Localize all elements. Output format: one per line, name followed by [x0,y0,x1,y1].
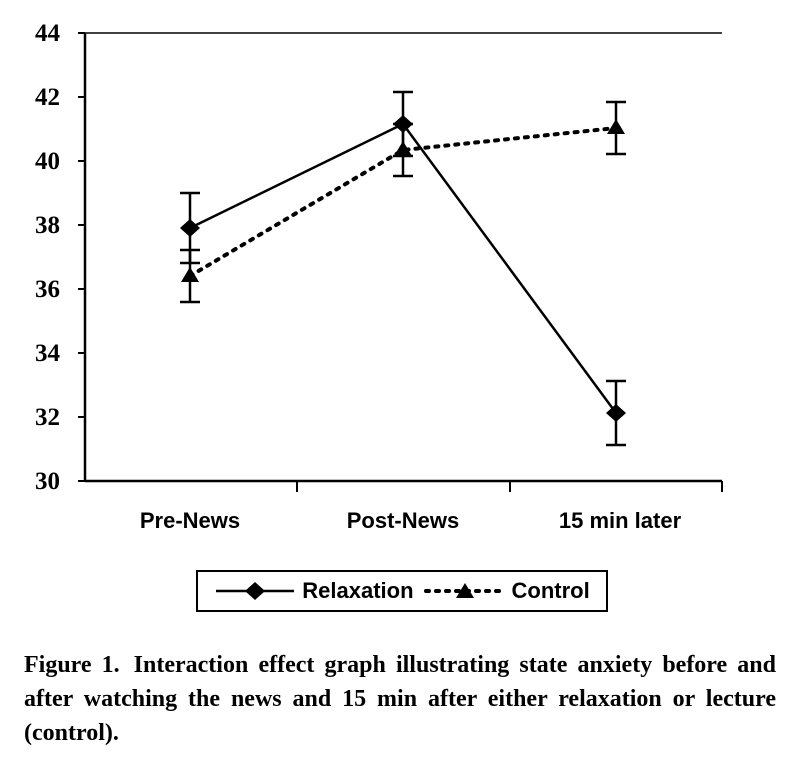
y-tick-38: 38 [35,212,60,239]
x-tick-pre-news: Pre-News [139,508,241,533]
legend-label-control: Control [511,578,590,603]
y-tick-42: 42 [35,84,60,111]
y-tick-44: 44 [35,20,60,47]
chart-legend [196,570,608,612]
legend-dotted-triangle-icon [424,579,506,603]
y-tick-32: 32 [35,404,60,431]
series-relaxation [180,92,626,445]
y-tick-34: 34 [35,340,60,367]
legend-label-relaxation: Relaxation [302,578,414,603]
legend-solid-diamond-icon [214,579,296,603]
y-tick-36: 36 [35,276,60,303]
x-tick-post-news: Post-News [346,508,460,533]
legend-item-control [424,579,590,603]
figure-caption-text: Interaction effect graph illustrating state anxiety before and after watching the news and 15 min after either relaxation or lecture (control). [24,652,776,746]
y-tick-40: 40 [35,148,60,175]
figure-caption-label: Figure 1. [24,652,120,678]
y-tick-30: 30 [35,468,60,495]
x-tick-15-min-later: 15 min later [558,508,682,533]
legend-item-relaxation [214,579,413,603]
figure-caption [24,648,776,750]
